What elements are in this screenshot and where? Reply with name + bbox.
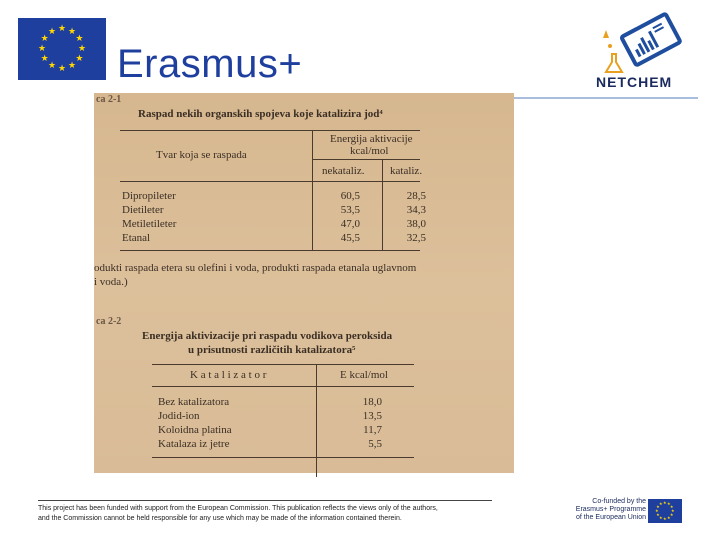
table1-col-cat: kataliz. xyxy=(390,165,423,177)
table1-row-uncat: 53,5 xyxy=(340,204,360,216)
table2-label: ca 2-2 xyxy=(96,316,122,327)
table1-col-energy-unit: kcal/mol xyxy=(350,145,389,157)
erasmus-plus-logo: Erasmus+ xyxy=(117,42,303,86)
table1-row-cat: 32,5 xyxy=(406,232,426,244)
table2-title-line-2: u prisutnosti različitih katalizatora⁵ xyxy=(188,344,356,356)
table2-vrule xyxy=(316,364,317,477)
table1-row-name: Metiletileter xyxy=(122,218,177,230)
table1-title: Raspad nekih organskih spojeva koje katalizira jod⁴ xyxy=(138,108,383,120)
paragraph-line-1: odukti raspada etera su olefini i voda, produkti raspada etanala uglavnom xyxy=(94,262,417,274)
table2-row-value: 5,5 xyxy=(368,438,382,450)
eu-star-icon: ★ xyxy=(40,54,49,64)
eu-star-icon: ★ xyxy=(68,26,77,37)
table2-row-name: Koloidna platina xyxy=(158,424,232,436)
funding-disclaimer xyxy=(38,504,508,524)
table1-vrule xyxy=(312,130,313,250)
table2-row-value: 13,5 xyxy=(362,410,382,422)
table2-col-catalyst: K a t a l i z a t o r xyxy=(190,369,267,381)
eu-star-icon: ★ xyxy=(58,64,67,74)
table1-col-energy: Energija aktivacije xyxy=(330,133,413,145)
eu-star-icon: ★ xyxy=(48,61,57,72)
table1-row-name: Dipropileter xyxy=(122,190,176,202)
table2-bottom-rule xyxy=(152,457,414,458)
table1-row-cat: 28,5 xyxy=(406,190,426,202)
eu-star-icon: ★ xyxy=(659,501,663,507)
table2-top-rule xyxy=(152,364,414,365)
eu-star-icon: ★ xyxy=(656,504,660,509)
eu-star-icon: ★ xyxy=(667,501,671,507)
eu-star-icon: ★ xyxy=(58,24,67,34)
table1-top-rule xyxy=(120,130,420,131)
eu-star-icon: ★ xyxy=(663,500,667,505)
paragraph-line-2: i voda.) xyxy=(94,276,128,288)
cofunded-line-1: Co-funded by the xyxy=(592,498,646,505)
table1-col-substance: Tvar koja se raspada xyxy=(156,149,247,161)
eu-star-icon: ★ xyxy=(655,508,659,513)
disclaimer-line-2: and the Commission cannot be held responsible for any use which may be made of the information contained therein. xyxy=(38,515,402,522)
eu-star-icon: ★ xyxy=(75,34,84,44)
table1-col-uncat: nekataliz. xyxy=(322,165,365,177)
eu-star-icon: ★ xyxy=(669,512,674,517)
cofunded-line-3: of the European Union xyxy=(575,514,646,521)
table2-row-value: 11,7 xyxy=(363,424,382,436)
eu-star-icon: ★ xyxy=(656,512,660,517)
netchem-wordmark: NETCHEM xyxy=(596,74,673,90)
table1-header-rule xyxy=(120,181,420,182)
eu-star-icon: ★ xyxy=(659,514,663,520)
eu-flag-icon xyxy=(18,18,106,80)
eu-star-icon: ★ xyxy=(75,54,84,64)
eu-star-icon: ★ xyxy=(663,516,667,521)
table1-sub-rule xyxy=(312,159,420,160)
eu-star-icon: ★ xyxy=(669,504,674,509)
table1-row-uncat: 45,5 xyxy=(340,232,360,244)
table1-row-name: Dietileter xyxy=(122,204,164,216)
table1-row-cat: 34,3 xyxy=(406,204,426,216)
eu-flag-small-icon xyxy=(648,499,682,523)
scanned-textbook-page xyxy=(94,93,514,473)
table2-header-rule xyxy=(152,386,414,387)
eu-star-icon: ★ xyxy=(48,26,57,37)
table2-row-value: 18,0 xyxy=(362,396,382,408)
table1-row-cat: 38,0 xyxy=(406,218,426,230)
eu-star-icon: ★ xyxy=(38,44,47,54)
eu-star-icon: ★ xyxy=(78,44,87,54)
table2-col-energy: E kcal/mol xyxy=(340,369,388,381)
eu-star-icon: ★ xyxy=(40,34,49,44)
table1-vrule-2 xyxy=(382,159,383,250)
table1-row-name: Etanal xyxy=(122,232,151,244)
eu-star-icon: ★ xyxy=(671,508,675,513)
table2-row-name: Katalaza iz jetre xyxy=(158,438,230,450)
table1-label: ca 2-1 xyxy=(96,94,122,105)
disclaimer-line-1: This project has been funded with support from the European Commission. This publication reflects the views only of the authors, xyxy=(38,505,438,512)
cofunded-line-2: Erasmus+ Programme xyxy=(575,506,646,513)
table2-title-line-1: Energija aktivizacije pri raspadu vodikova peroksida xyxy=(142,330,393,342)
footer-divider xyxy=(38,500,492,501)
eu-star-icon: ★ xyxy=(68,61,77,72)
table2-row-name: Jodid-ion xyxy=(158,410,200,422)
table1-row-uncat: 47,0 xyxy=(340,218,360,230)
table1-bottom-rule xyxy=(120,250,420,251)
eu-star-icon: ★ xyxy=(667,514,671,520)
cofunded-text xyxy=(568,498,646,522)
table2-row-name: Bez katalizatora xyxy=(158,396,230,408)
table1-row-uncat: 60,5 xyxy=(340,190,360,202)
